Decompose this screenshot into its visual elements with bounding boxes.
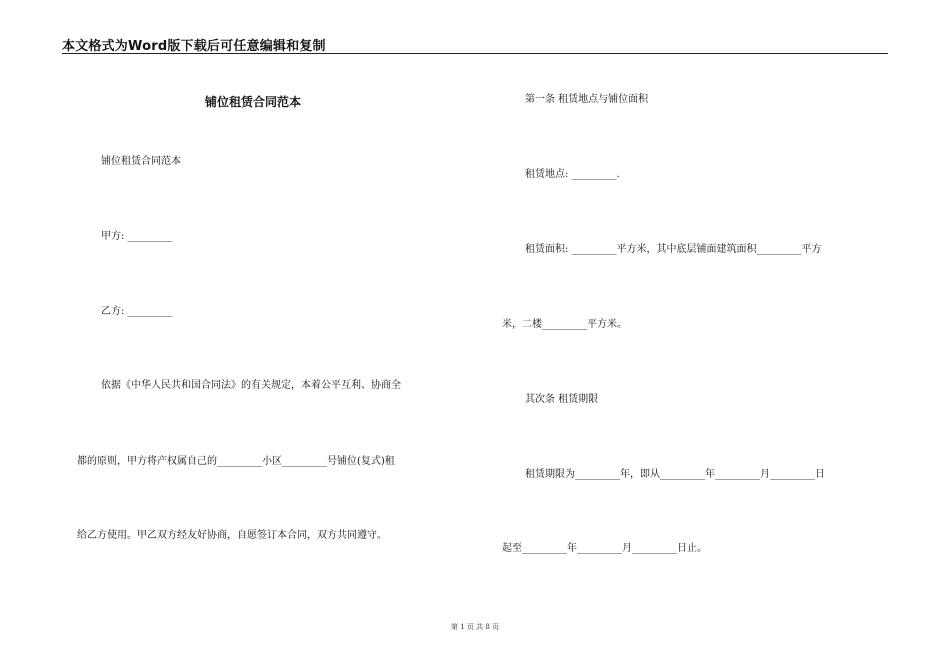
page-footer: 第 1 页 共 8 页 (450, 623, 500, 631)
left-paragraph-1: 铺位租赁合同范本 (101, 156, 181, 167)
left-paragraph-principle: 都的原则，甲方将产权属自己的_________小区_________号铺位(复式)租 (77, 456, 395, 467)
right-lease-term-end: 起至_________年_________月_________日止。 (502, 543, 707, 554)
right-article-1-heading: 第一条 租赁地点与铺位面积 (525, 94, 649, 105)
left-paragraph-party-a: 甲方: _________ (101, 231, 173, 242)
header-text: 本文格式为Word版下载后可任意编辑和复制 (62, 39, 326, 54)
left-paragraph-party-b: 乙方: _________ (101, 306, 173, 317)
right-lease-term-start: 租赁期限为_________年，即从_________年_________月_________日 (525, 469, 825, 480)
page-header (62, 33, 888, 54)
left-paragraph-agreement: 给乙方使用。甲乙双方经友好协商，自愿签订本合同，双方共同遵守。 (77, 530, 387, 541)
document-title: 铺位租赁合同范本 (205, 95, 302, 109)
right-lease-area: 租赁面积: _________平方米，其中底层铺面建筑面积_________平方 (525, 244, 822, 255)
right-lease-location: 租赁地点: _________. (525, 169, 620, 180)
right-article-2-heading: 其次条 租赁期限 (525, 394, 599, 405)
right-second-floor-area: 米，二楼_________平方米。 (502, 319, 627, 330)
left-paragraph-basis: 依据《中华人民共和国合同法》的有关规定，本着公平互利、协商全 (101, 380, 401, 391)
